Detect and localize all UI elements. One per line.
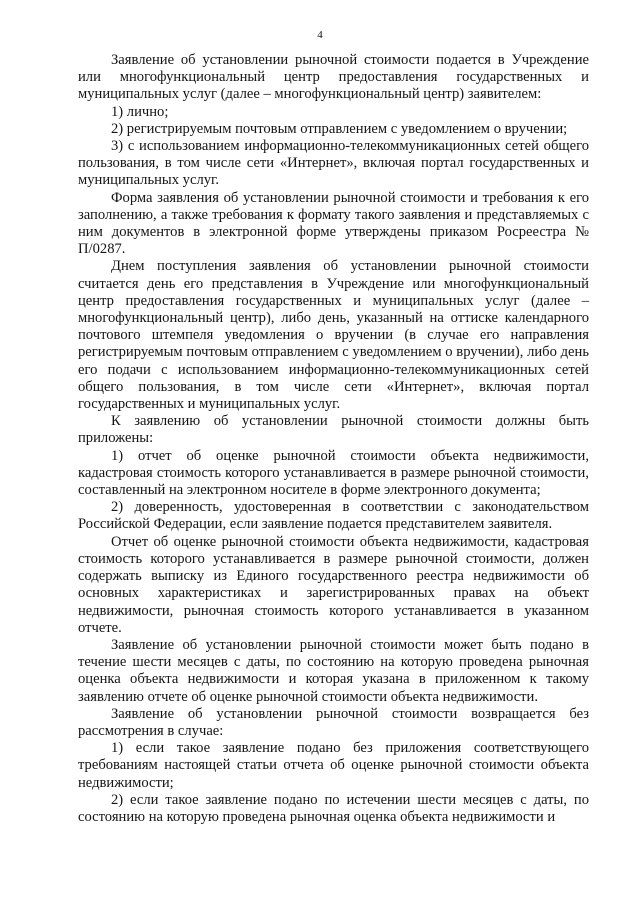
paragraph-attachments: К заявлению об установлении рыночной стоимости должны быть приложены: xyxy=(78,413,589,447)
paragraph-submission-channels: Заявление об установлении рыночной стоимости подается в Учреждение или многофункциональный центр предоставления государственных и муниципальных услуг (далее – многофункциональный центр) заявителем: xyxy=(78,52,589,103)
paragraph-return-conditions: Заявление об установлении рыночной стоимости возвращается без рассмотрения в случае: xyxy=(78,705,589,739)
list-item-registered-mail: 2) регистрируемым почтовым отправлением с уведомлением о вручении; xyxy=(111,120,568,137)
list-item-in-person: 1) лично; xyxy=(111,103,169,120)
list-item-no-report: 1) если такое заявление подано без приложения соответствующего требованиям настоящей статьи отчета об оценке рыночной стоимости объекта недвижимости; xyxy=(78,740,589,791)
list-item-deadline-expired: 2) если такое заявление подано по истечении шести месяцев с даты, по состоянию на которую проведена рыночная оценка объекта недвижимости и xyxy=(78,791,589,825)
paragraph-receipt-date: Днем поступления заявления об установлении рыночной стоимости считается день его представления в Учреждение или многофункциональный центр предоставления государственных и муниципальных услуг (далее – многофункциональный центр), либо день, указанный на оттиске календарного почтового штемпеля уведомления о вручении (в случае его направления регистрируемым почтовым отправлением с уведомлением о вручении), либо день его подачи с использованием информационно-телекоммуникационных сетей общего пользования, в том числе сети «Интернет», включая портал государственных и муниципальных услуг. xyxy=(78,258,589,413)
paragraph-report-contents: Отчет об оценке рыночной стоимости объекта недвижимости, кадастровая стоимость которого устанавливается в размере рыночной стоимости, должен содержать выписку из Единого государственного реестра недвижимости об основных характеристиках и зарегистрированных правах на объект недвижимости, рыночная стоимость которого устанавливается в указанном отчете. xyxy=(78,533,589,636)
list-item-power-of-attorney: 2) доверенность, удостоверенная в соответствии с законодательством Российской Федерации, если заявление подается представителем заявителя. xyxy=(78,499,589,533)
list-item-valuation-report: 1) отчет об оценке рыночной стоимости объекта недвижимости, кадастровая стоимость которого устанавливается в размере рыночной стоимости, составленный на электронном носителе в форме электронного документа; xyxy=(78,447,589,499)
list-item-internet: 3) с использованием информационно-телекоммуникационных сетей общего пользования, в том числе сети «Интернет», включая портал государственных и муниципальных услуг. xyxy=(78,138,589,189)
document-body xyxy=(78,52,589,826)
paragraph-application-form: Форма заявления об установлении рыночной стоимости и требования к его заполнению, а также требования к формату такого заявления и представляемых с ним документов в электронной форме утверждены приказом Росреестра № П/0287. xyxy=(78,189,589,258)
paragraph-submission-deadline: Заявление об установлении рыночной стоимости может быть подано в течение шести месяцев с даты, по состоянию на которую проведена рыночная оценка объекта недвижимости и которая указана в приложенном к такому заявлению отчете об оценке рыночной стоимости объекта недвижимости. xyxy=(78,636,589,705)
page-number: 4 xyxy=(317,29,323,41)
